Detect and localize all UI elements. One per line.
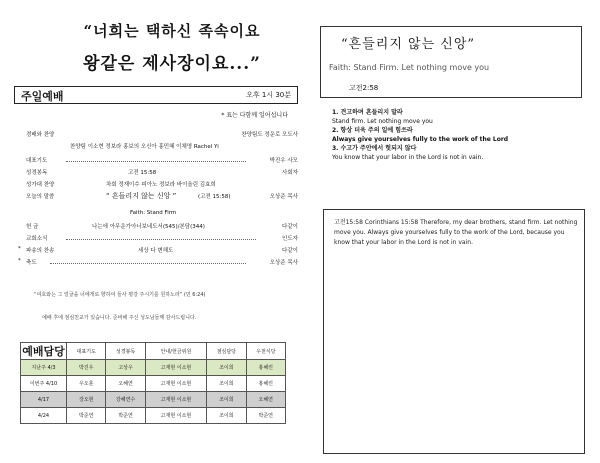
- table-cell: 강혜연수: [106, 392, 145, 408]
- order-row: [20, 156, 298, 164]
- table-cell: 조이희: [207, 392, 246, 408]
- table-cell: 오혜연: [246, 392, 285, 408]
- point-text: 1. 견고하며 흔들리지 말라: [332, 109, 403, 116]
- table-row: [21, 408, 286, 424]
- sermon-subtitle: Faith: Stand Firm. Let nothing move you: [329, 63, 490, 72]
- order-middle: 찬양팀 이소현 정보라 홍보의 오신아 홍민혜 이채영 Rachel Yi: [70, 144, 219, 150]
- order-label: 교회소식: [26, 236, 48, 242]
- column-header: 우천식당: [246, 343, 285, 360]
- order-label: 축도: [26, 260, 37, 266]
- table-row: [21, 392, 286, 408]
- row-date: 지난주 4/3: [21, 360, 67, 376]
- service-duty-table: [20, 342, 286, 424]
- table-cell: 강오현: [67, 392, 106, 408]
- column-header: 성경봉독: [106, 343, 145, 360]
- table-cell: 우오훈: [67, 376, 106, 392]
- dotted-leader: [50, 263, 246, 264]
- row-date: 4/17: [21, 392, 67, 408]
- order-right: 다같이: [282, 248, 298, 254]
- table-cell: 고재현 이소현: [145, 376, 206, 392]
- table-cell: 박준연: [67, 408, 106, 424]
- order-row: [20, 142, 298, 150]
- point-text: 3. 수고가 주안에서 헛되지 않다: [332, 145, 417, 152]
- order-middle: 고전 15:58: [128, 170, 157, 176]
- sermon-heading: “흔들리지 않는 신앙”: [341, 37, 476, 52]
- table-cell: 조이희: [207, 376, 246, 392]
- sermon-scripture-ref: 고전2:58: [349, 84, 379, 92]
- worship-title-bar: [14, 86, 298, 104]
- stand-marker: *: [18, 258, 21, 264]
- column-header: 점심담당: [207, 343, 246, 360]
- stand-note: * 표는 다함께 일어섭니다: [221, 112, 288, 119]
- table-cell: 박진우: [67, 360, 106, 376]
- header-quote-line1: “너희는 택하신 족속이요: [83, 22, 261, 40]
- order-middle: 나는에 아무운가아너보네도서(545)/본담(344): [92, 224, 205, 230]
- sermon-points: [332, 108, 582, 162]
- order-label: 파송의 찬송: [26, 248, 55, 254]
- order-row: [20, 222, 298, 230]
- order-middle: 세상 다 변해도: [138, 248, 174, 254]
- table-cell: 고재현 이소현: [145, 392, 206, 408]
- point-text: Always give yourselves fully to the work of the Lord: [332, 136, 509, 143]
- order-label: 헌 금: [26, 224, 39, 230]
- worship-title: 주일예배: [21, 90, 64, 103]
- order-right: 인도자: [282, 236, 298, 242]
- order-row: [20, 180, 298, 188]
- column-header: 안내/헌금위원: [145, 343, 206, 360]
- order-right: 사회자: [282, 170, 298, 176]
- table-cell: 오혜연: [106, 376, 145, 392]
- row-date: 이번주 4/10: [21, 376, 67, 392]
- table-cell: 고재현 이소현: [145, 360, 206, 376]
- order-row: [20, 234, 298, 242]
- order-label: 성경봉독: [26, 170, 48, 176]
- sermon-english-title: Faith: Stand Firm: [130, 210, 177, 216]
- bulletin-left-page: [12, 12, 298, 457]
- dotted-leader: [66, 239, 256, 240]
- point-text: Stand firm. Let nothing move you: [332, 118, 433, 125]
- order-row: [20, 258, 298, 266]
- order-row: [20, 210, 298, 218]
- point-text: 2. 항상 더욱 주의 일에 힘쓰라: [332, 127, 413, 134]
- sermon-title-box: [320, 26, 582, 98]
- worship-time: 오후 1시 30분: [246, 91, 291, 99]
- order-label: 성가대 찬양: [26, 182, 55, 188]
- point-text: You know that your labor in the Lord is not in vain.: [332, 154, 484, 161]
- sermon-title: “ 흔들리지 않는 신앙 ”: [106, 192, 177, 200]
- order-row: [20, 168, 298, 176]
- order-row: [20, 246, 298, 254]
- order-row: [20, 130, 298, 138]
- sermon-ref: (고전 15:58): [198, 194, 231, 200]
- order-label: 대표기도: [26, 158, 48, 164]
- table-cell: 조이희: [207, 408, 246, 424]
- order-right: 찬양팀도 정운로 오도사: [241, 132, 298, 138]
- order-right: 오상준 목사: [269, 260, 298, 266]
- table-cell: 홍혜린: [246, 360, 285, 376]
- scripture-text: 고전15:58 Corinthians 15:58 Therefore, my dear brothers, stand firm. Let nothing move you. Always give yourselves fully to the work of the Lord, because you know that your labor in the Lord is not in vain.: [334, 219, 578, 246]
- table-cell: 홍혜린: [246, 376, 285, 392]
- row-date: 4/24: [21, 408, 67, 424]
- header-quote-line2: 왕같은 제사장이요...”: [83, 54, 261, 74]
- order-right: 오상준 목사: [269, 194, 298, 200]
- table-cell: 박준연: [106, 408, 145, 424]
- table-cell: 박준연: [246, 408, 285, 424]
- table-row: [21, 376, 286, 392]
- order-label: 오늘의 말씀: [26, 194, 55, 200]
- order-label: 경배와 찬양: [26, 132, 55, 138]
- benediction-verse: “여호와는 그 얼굴을 너에게로 향하여 들사 평강 주시기를 원하노라” (민 6:24): [34, 292, 206, 298]
- table-cell: 고재현 이소현: [145, 408, 206, 424]
- header-quote: [42, 20, 302, 74]
- order-row: [20, 192, 298, 204]
- order-right: 다같이: [282, 224, 298, 230]
- dotted-leader: [66, 161, 246, 162]
- stand-marker: *: [18, 246, 21, 252]
- table-row: [21, 360, 286, 376]
- scripture-box: [323, 209, 585, 454]
- order-middle: 차회 정재이수 피아노 정보라 바이올린 김효희: [106, 182, 216, 188]
- table-cell: 고상우: [106, 360, 145, 376]
- duty-table-title: 예배담당: [21, 343, 67, 360]
- order-right: 박진우 사모: [269, 158, 298, 164]
- table-header-row: [21, 343, 286, 360]
- column-header: 대표기도: [67, 343, 106, 360]
- lunch-notice: 예배 후에 점심친교가 있습니다. 준비해 주신 성도님들께 감사드립니다.: [42, 315, 197, 321]
- table-cell: 조이희: [207, 360, 246, 376]
